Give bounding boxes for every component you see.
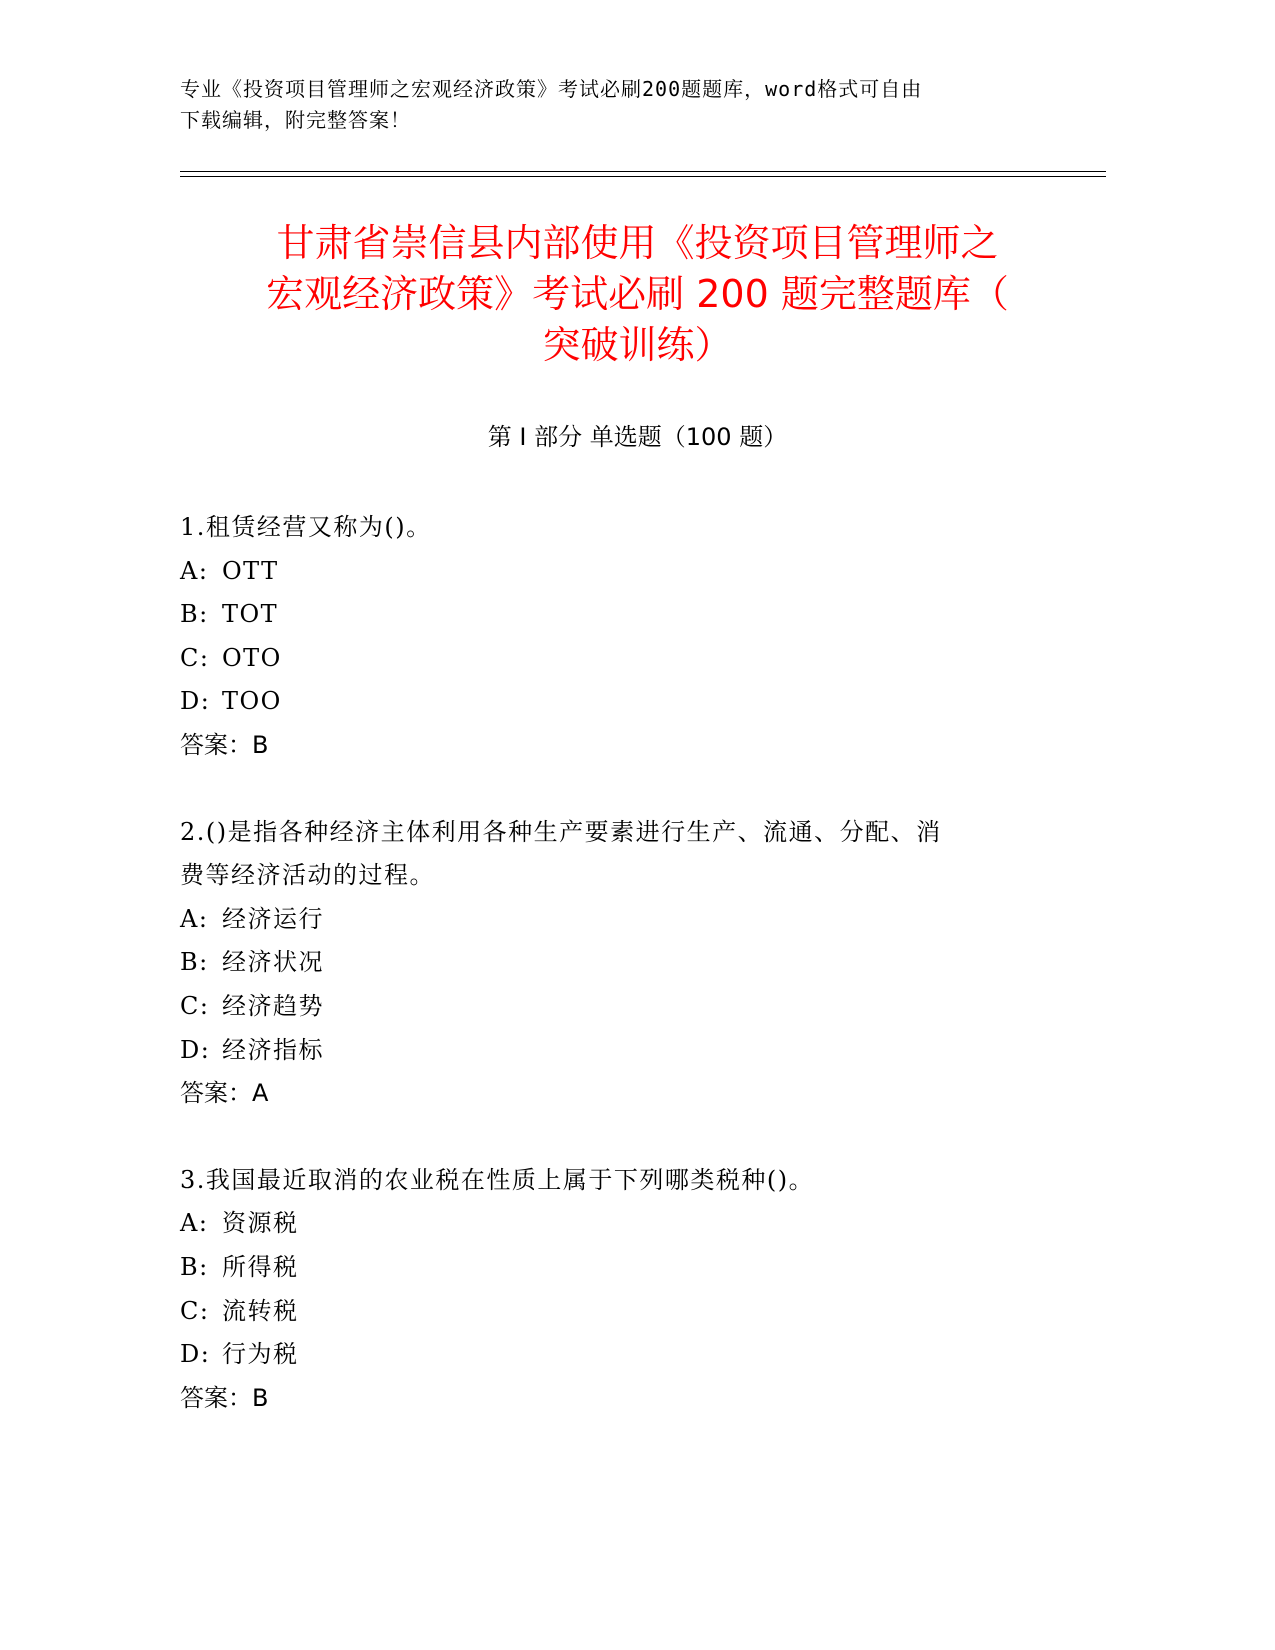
header-divider-bottom (180, 176, 1106, 177)
question-stem: 2.()是指各种经济主体利用各种生产要素进行生产、流通、分配、消 (180, 817, 942, 846)
option-letter: B: (180, 1252, 209, 1281)
option-text: 经济状况 (222, 948, 324, 977)
option-c (180, 637, 1060, 681)
option-letter: D: (180, 1340, 211, 1369)
option-text: TOO (222, 687, 282, 716)
option-letter: B: (180, 948, 209, 977)
option-a (180, 898, 1060, 942)
option-a (180, 1202, 1060, 1246)
option-letter: C: (180, 991, 210, 1020)
option-letter: C: (180, 643, 210, 672)
option-letter: B: (180, 600, 209, 629)
header-note-line-1: 专业《投资项目管理师之宏观经济政策》考试必刷200题题库，word格式可自由 (180, 77, 923, 101)
option-text: 所得税 (222, 1252, 299, 1281)
question-stem: 3.我国最近取消的农业税在性质上属于下列哪类税种()。 (180, 1165, 815, 1194)
option-b (180, 1246, 1060, 1290)
document-title-line-3: 突破训练） (542, 323, 733, 367)
option-text: 经济趋势 (222, 991, 324, 1020)
question-list (180, 506, 1060, 1463)
option-d (180, 1333, 1060, 1377)
option-text: 资源税 (222, 1209, 299, 1238)
answer-line: 答案：B (180, 730, 269, 759)
document-title-line-1: 甘肃省崇信县内部使用《投资项目管理师之 (276, 221, 999, 265)
option-text: 行为税 (222, 1340, 299, 1369)
option-letter: A: (180, 556, 209, 585)
option-text: OTT (222, 556, 279, 585)
document-header-note (180, 74, 1060, 136)
section-title: 第 I 部分 单选题（100 题） (487, 423, 788, 451)
header-note-line-2: 下载编辑，附完整答案！ (180, 108, 411, 132)
option-letter: D: (180, 1035, 211, 1064)
option-b (180, 593, 1060, 637)
option-letter: D: (180, 687, 211, 716)
question-stem-continued: 费等经济活动的过程。 (180, 861, 435, 890)
option-text: TOT (222, 600, 279, 629)
option-d (180, 1029, 1060, 1073)
question-3 (180, 1159, 1060, 1421)
option-d (180, 680, 1060, 724)
question-2 (180, 811, 1060, 1116)
option-text: 经济指标 (222, 1035, 324, 1064)
answer-line: 答案：A (180, 1079, 269, 1108)
option-letter: A: (180, 904, 209, 933)
option-c (180, 1290, 1060, 1334)
option-b (180, 941, 1060, 985)
option-text: OTO (222, 643, 282, 672)
answer-line: 答案：B (180, 1383, 269, 1412)
question-1 (180, 506, 1060, 768)
option-letter: A: (180, 1209, 209, 1238)
header-divider-top (180, 171, 1106, 172)
option-a (180, 550, 1060, 594)
question-stem: 1.租赁经营又称为()。 (180, 513, 432, 541)
document-title-line-2: 宏观经济政策》考试必刷 200 题完整题库（ (266, 272, 1009, 316)
option-text: 流转税 (222, 1296, 299, 1325)
option-letter: C: (180, 1296, 210, 1325)
option-c (180, 985, 1060, 1029)
option-text: 经济运行 (222, 904, 324, 933)
document-title (160, 218, 1115, 371)
